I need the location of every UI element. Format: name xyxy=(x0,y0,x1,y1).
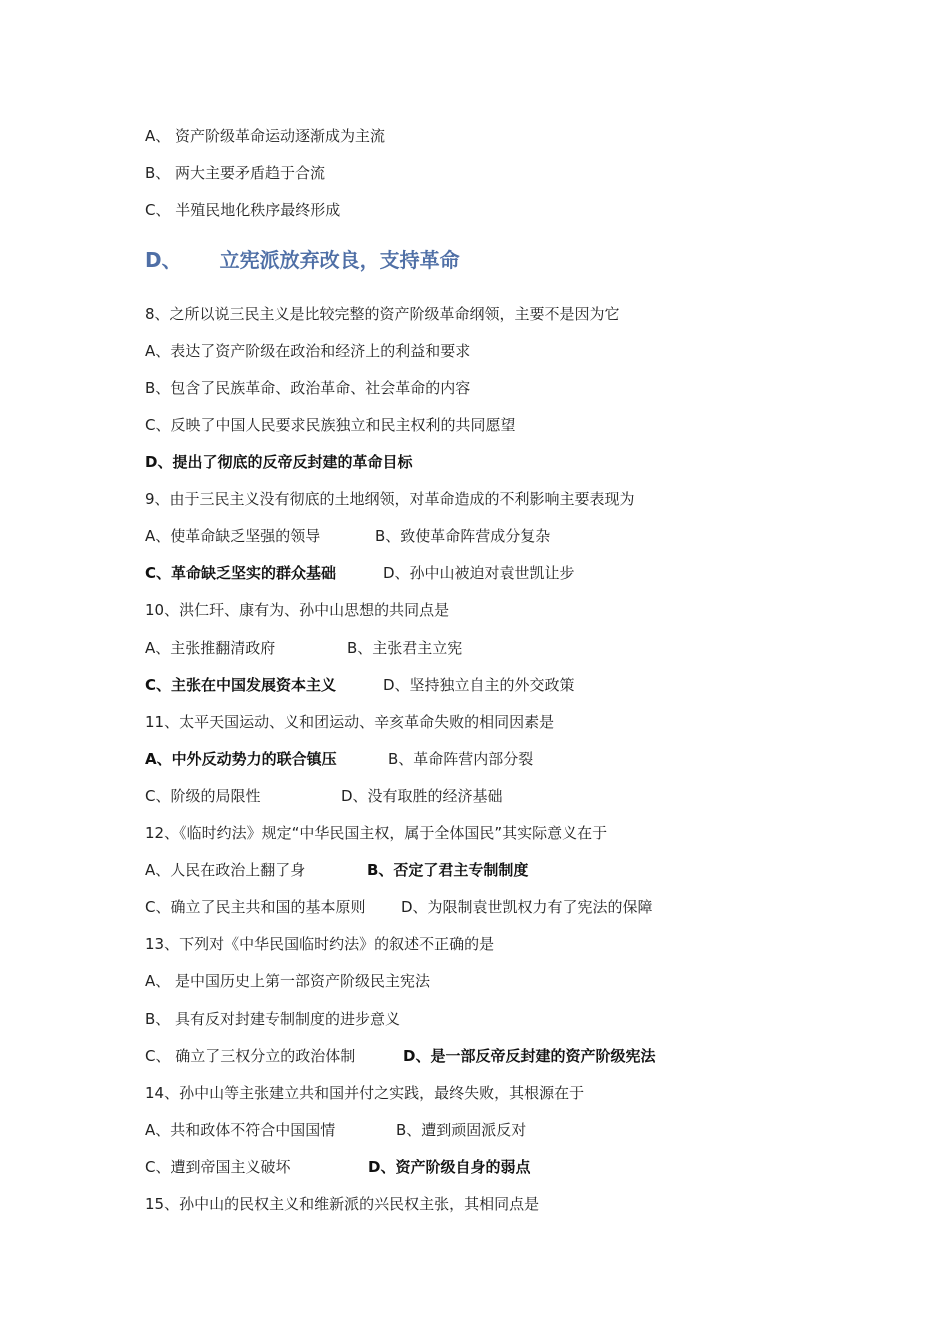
option-line: B、包含了民族革命、政治革命、社会革命的内容 xyxy=(145,379,471,397)
option-row xyxy=(145,749,534,769)
option-a: A、主张推翻清政府 xyxy=(145,639,276,657)
question-13: 13、下列对《中华民国临时约法》的叙述不正确的是 xyxy=(145,935,495,953)
option-b: B、遭到顽固派反对 xyxy=(396,1121,527,1139)
heading-text: 立宪派放弃改良，支持革命 xyxy=(219,248,460,272)
option-d: D、没有取胜的经济基础 xyxy=(341,787,503,805)
option-row xyxy=(145,638,463,658)
option-c: C、 确立了三权分立的政治体制 xyxy=(145,1047,356,1065)
answer-option: D、资产阶级自身的弱点 xyxy=(368,1158,531,1176)
option-line: C、 半殖民地化秩序最终形成 xyxy=(145,201,341,219)
option-row xyxy=(145,1157,531,1177)
option-line: B、 两大主要矛盾趋于合流 xyxy=(145,164,326,182)
heading-letter: D、 xyxy=(145,248,182,272)
option-b: B、革命阵营内部分裂 xyxy=(388,750,534,768)
option-b: B、主张君主立宪 xyxy=(347,639,463,657)
option-c: C、确立了民主共和国的基本原则 xyxy=(145,898,366,916)
answer-option: A、中外反动势力的联合镇压 xyxy=(145,750,337,768)
option-a: A、人民在政治上翻了身 xyxy=(145,861,306,879)
option-a: A、使革命缺乏坚强的领导 xyxy=(145,527,321,545)
answer-option: D、是一部反帝反封建的资产阶级宪法 xyxy=(403,1047,656,1065)
option-row xyxy=(145,1120,527,1140)
option-row xyxy=(145,526,551,546)
option-line: A、表达了资产阶级在政治和经济上的利益和要求 xyxy=(145,342,471,360)
question-12: 12、《临时约法》规定“中华民国主权，属于全体国民”其实际意义在于 xyxy=(145,824,608,842)
question-9: 9、由于三民主义没有彻底的土地纲领，对革命造成的不利影响主要表现为 xyxy=(145,490,635,508)
option-c: C、阶级的局限性 xyxy=(145,787,261,805)
question-8: 8、之所以说三民主义是比较完整的资产阶级革命纲领，主要不是因为它 xyxy=(145,305,620,323)
question-15: 15、孙中山的民权主义和维新派的兴民权主张，其相同点是 xyxy=(145,1195,540,1213)
option-d: D、为限制袁世凯权力有了宪法的保障 xyxy=(401,898,653,916)
answer-option: B、否定了君主专制制度 xyxy=(367,861,529,879)
option-line: A、 是中国历史上第一部资产阶级民主宪法 xyxy=(145,972,431,990)
option-d: D、坚持独立自主的外交政策 xyxy=(383,676,575,694)
option-row xyxy=(145,675,575,695)
answer-option: C、主张在中国发展资本主义 xyxy=(145,676,337,694)
answer-option: D、提出了彻底的反帝反封建的革命目标 xyxy=(145,453,413,471)
question-11: 11、太平天国运动、义和团运动、辛亥革命失败的相同因素是 xyxy=(145,713,555,731)
option-row xyxy=(145,786,503,806)
option-line: B、 具有反对封建专制制度的进步意义 xyxy=(145,1010,401,1028)
option-row xyxy=(145,860,529,880)
option-a: A、共和政体不符合中国国情 xyxy=(145,1121,336,1139)
option-c: C、遭到帝国主义破坏 xyxy=(145,1158,291,1176)
option-row xyxy=(145,563,575,583)
option-row xyxy=(145,897,653,917)
option-line: A、 资产阶级革命运动逐渐成为主流 xyxy=(145,127,386,145)
answer-heading xyxy=(145,247,460,273)
option-row xyxy=(145,1046,656,1066)
option-d: D、孙中山被迫对袁世凯让步 xyxy=(383,564,575,582)
answer-option: C、革命缺乏坚实的群众基础 xyxy=(145,564,337,582)
option-b: B、致使革命阵营成分复杂 xyxy=(375,527,551,545)
question-14: 14、孙中山等主张建立共和国并付之实践，最终失败，其根源在于 xyxy=(145,1084,585,1102)
question-10: 10、洪仁玕、康有为、孙中山思想的共同点是 xyxy=(145,601,450,619)
option-line: C、反映了中国人民要求民族独立和民主权利的共同愿望 xyxy=(145,416,516,434)
